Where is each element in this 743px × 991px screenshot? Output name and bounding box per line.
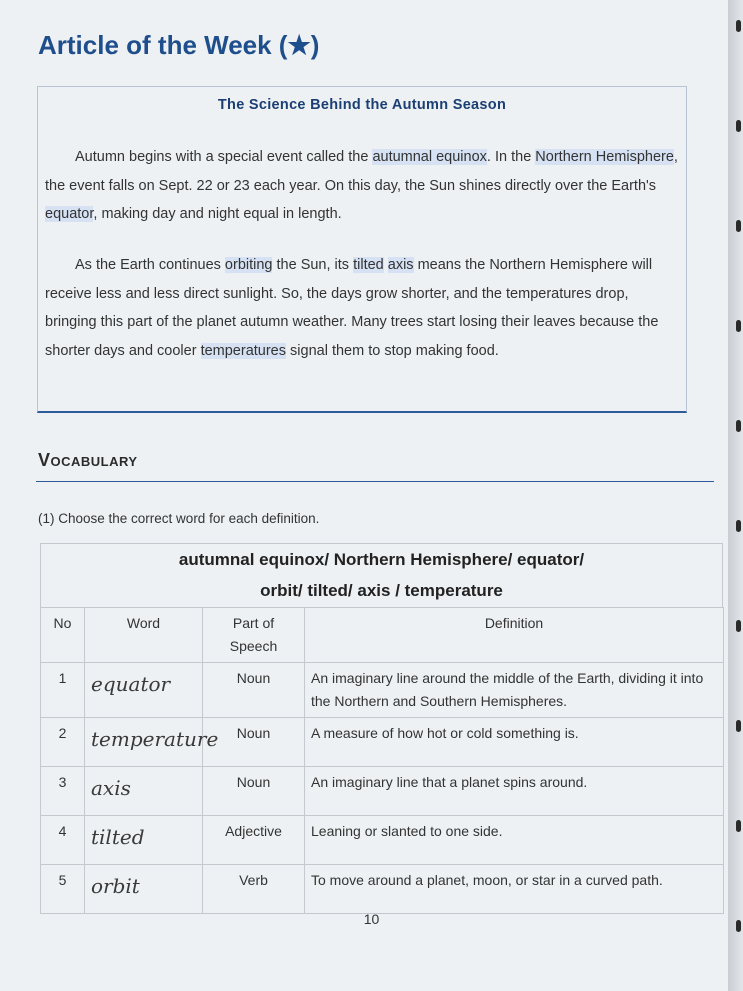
- exercise-instruction: (1) Choose the correct word for each definition.: [38, 511, 320, 526]
- definition: An imaginary line that a planet spins around.: [305, 767, 724, 816]
- text-run: , the event falls on Sept. 22 or 23 each year. On this day, the Sun shines directly over the Earth's: [45, 149, 678, 194]
- binder-ring: [736, 720, 741, 732]
- definition: Leaning or slanted to one side.: [305, 816, 724, 865]
- binder-ring: [736, 20, 741, 32]
- table-row: [41, 718, 724, 767]
- row-number: 2: [41, 718, 85, 767]
- part-of-speech: Noun: [203, 663, 305, 718]
- binder-ring: [736, 220, 741, 232]
- table-row: [41, 767, 724, 816]
- highlighted-term: autumnal equinox: [372, 149, 487, 165]
- text-run: As the Earth continues: [75, 257, 225, 273]
- row-number: 5: [41, 865, 85, 914]
- row-number: 3: [41, 767, 85, 816]
- text-run: Autumn begins with a special event called the: [75, 149, 373, 165]
- highlighted-term: temperatures: [200, 342, 286, 359]
- word-cell: [85, 767, 203, 816]
- highlighted-term: equator: [45, 206, 94, 222]
- part-of-speech: Noun: [203, 767, 305, 816]
- vocabulary-heading: Vocabulary: [38, 450, 138, 470]
- section-divider: [36, 481, 714, 482]
- text-run: means the Northern Hemisphere will receive less and less direct sunlight. So, the days grow shorter, and the temperatures drop, bringing this part of the planet autumn weather. Many trees start losing their leaves because the shorter days and cooler: [45, 257, 659, 359]
- text-run: , making day and night equal in length.: [93, 206, 342, 222]
- table-header-row: [41, 608, 724, 663]
- article-box: [37, 86, 687, 413]
- part-of-speech: Verb: [203, 865, 305, 914]
- handwritten-answer: tilted: [91, 825, 145, 849]
- table-row: [41, 663, 724, 718]
- word-cell: [85, 718, 219, 767]
- definition: A measure of how hot or cold something is.: [305, 718, 724, 767]
- part-of-speech: Adjective: [203, 816, 305, 865]
- handwritten-answer: orbit: [91, 874, 140, 898]
- page-number: 10: [363, 911, 380, 927]
- highlighted-term: tilted: [353, 257, 384, 273]
- binder-ring: [736, 620, 741, 632]
- highlighted-term: Northern Hemisphere: [535, 149, 674, 165]
- row-number: 4: [41, 816, 85, 865]
- handwritten-answer: axis: [91, 776, 131, 800]
- handwritten-answer: temperature: [91, 727, 219, 751]
- text-run: . In the: [486, 149, 536, 165]
- row-number: 1: [41, 663, 85, 718]
- word-bank-line: autumnal equinox/ Northern Hemisphere/ equator/: [178, 550, 585, 569]
- word-bank: [40, 543, 723, 608]
- word-bank-line: orbit/ tilted/ axis / temperature: [260, 581, 503, 600]
- header-no: No: [41, 608, 85, 663]
- table-row: [41, 816, 724, 865]
- vocabulary-table: [40, 607, 724, 914]
- definition: An imaginary line around the middle of the Earth, dividing it into the Northern and Southern Hemispheres.: [305, 663, 724, 718]
- binder-ring: [736, 820, 741, 832]
- binder-edge: [728, 0, 743, 991]
- article-paragraph-1: [45, 143, 681, 229]
- definition: To move around a planet, moon, or star in a curved path.: [305, 865, 724, 914]
- article-title: The Science Behind the Autumn Season: [217, 97, 507, 113]
- handwritten-answer: equator: [91, 672, 171, 696]
- page-title: Article of the Week (★): [38, 30, 320, 60]
- table-row: [41, 865, 724, 914]
- header-definition: Definition: [305, 608, 724, 663]
- text-run: the Sun, its: [272, 257, 354, 273]
- binder-ring: [736, 320, 741, 332]
- article-paragraph-2: [45, 251, 681, 365]
- binder-ring: [736, 920, 741, 932]
- word-cell: [85, 663, 203, 718]
- header-part-of-speech: Part of Speech: [203, 608, 305, 663]
- word-cell: [85, 816, 203, 865]
- text-run: signal them to stop making food.: [286, 342, 499, 359]
- binder-ring: [736, 420, 741, 432]
- highlighted-term: axis: [387, 257, 414, 273]
- binder-ring: [736, 120, 741, 132]
- header-word: Word: [85, 608, 203, 663]
- binder-ring: [736, 520, 741, 532]
- highlighted-term: orbiting: [224, 257, 273, 273]
- part-of-speech: Noun: [203, 718, 305, 767]
- word-cell: [85, 865, 203, 914]
